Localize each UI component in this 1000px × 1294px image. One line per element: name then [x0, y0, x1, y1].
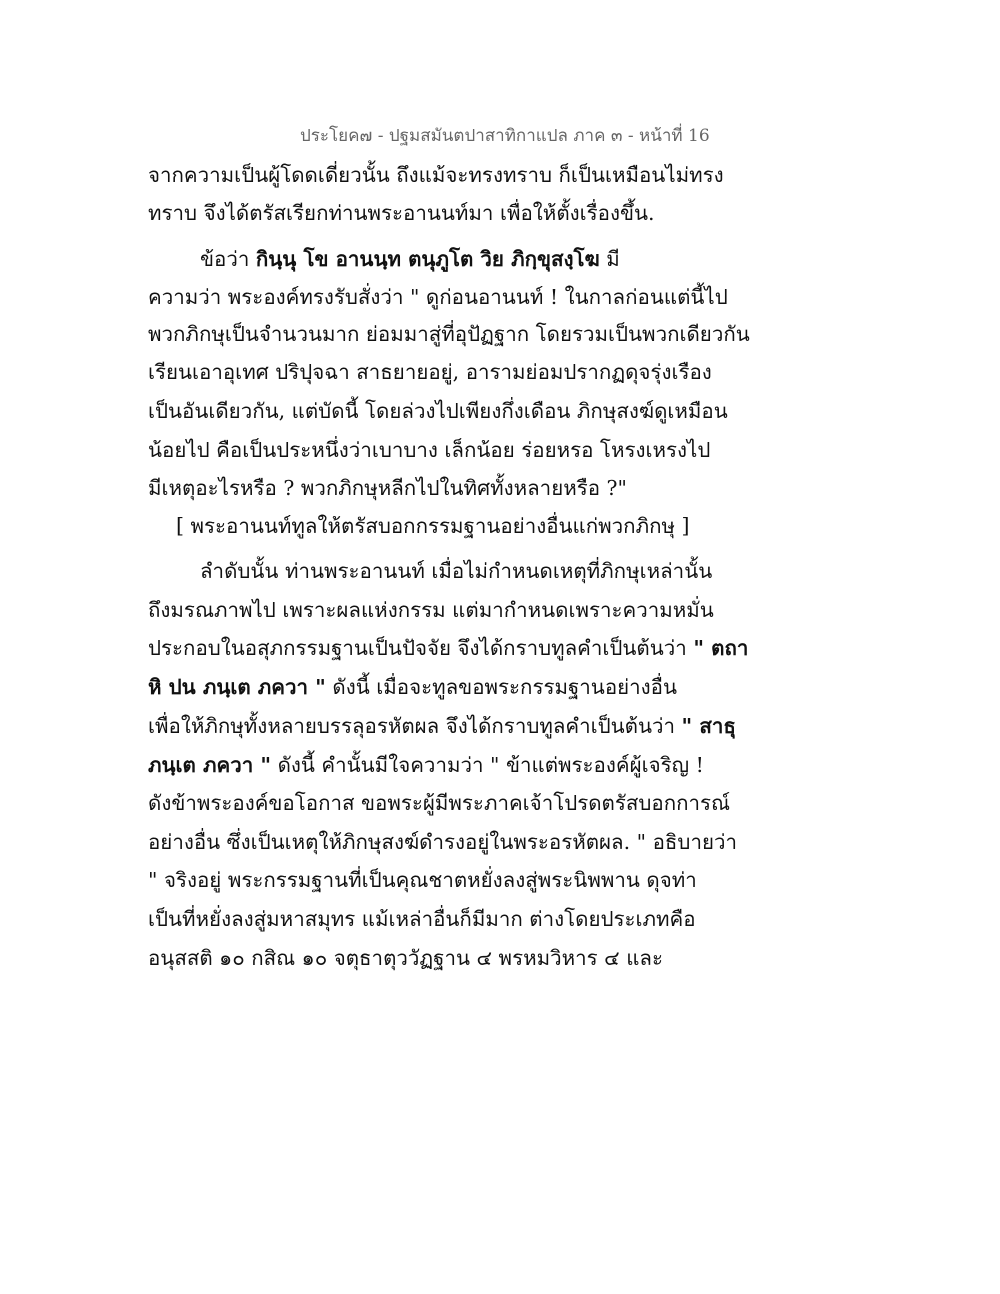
bold-pali-text: ภนฺเต ภควา ": [148, 753, 272, 777]
bold-pali-text: " สาธุ: [681, 714, 736, 738]
text-span: ทราบ จึงได้ตรัสเรียกท่านพระอานนท์มา เพื่อให้ตั้งเรื่องขึ้น.: [148, 201, 655, 225]
text-line: [148, 320, 748, 348]
text-span: น้อยไป คือเป็นประหนึ่งว่าเบาบาง เล็กน้อย ร่อยหรอ โหรงเหรงไป: [148, 438, 711, 462]
text-span: มีเหตุอะไรหรือ ? พวกภิกษุหลีกไปในทิศทั้งหลายหรือ ?": [148, 476, 627, 500]
text-line: [148, 199, 748, 227]
text-line: [148, 789, 748, 817]
text-line: [200, 557, 800, 585]
text-span: อย่างอื่น ซึ่งเป็นเหตุให้ภิกษุสงฆ์ดำรงอยู่ในพระอรหัตผล. " อธิบายว่า: [148, 830, 737, 854]
text-span: ดังนี้ คำนั้นมีใจความว่า " ข้าแต่พระองค์ผู้เจริญ !: [271, 753, 704, 777]
text-span: เรียนเอาอุเทศ ปริปุจฉา สาธยายอยู่, อารามย่อมปรากฏดุจรุ่งเรือง: [148, 360, 712, 384]
text-line: [148, 596, 748, 624]
text-span: จากความเป็นผู้โดดเดี่ยวนั้น ถึงแม้จะทรงทราบ ก็เป็นเหมือนไม่ทรง: [148, 163, 724, 187]
text-span: พวกภิกษุเป็นจำนวนมาก ย่อมมาสู่ที่อุปัฏฐาก โดยรวมเป็นพวกเดียวกัน: [148, 322, 750, 346]
text-span: ดังข้าพระองค์ขอโอกาส ขอพระผู้มีพระภาคเจ้าโปรดตรัสบอกการณ์: [148, 791, 731, 815]
text-span: เป็นอันเดียวกัน, แต่บัดนี้ โดยล่วงไปเพียงกึ่งเดือน ภิกษุสงฆ์ดูเหมือน: [148, 399, 728, 423]
text-span: ลำดับนั้น ท่านพระอานนท์ เมื่อไม่กำหนดเหตุที่ภิกษุเหล่านั้น: [200, 559, 713, 583]
bold-pali-text: กินฺนุ โข อานนฺท ตนุภูโต วิย ภิกฺขุสงฺโฆ: [255, 247, 600, 271]
text-span: ข้อว่า: [200, 247, 256, 271]
text-span: ประกอบในอสุภกรรมฐานเป็นปัจจัย จึงได้กราบทูลคำเป็นต้นว่า: [148, 636, 694, 660]
text-line: [148, 283, 748, 311]
text-span: มี: [599, 247, 620, 271]
text-span: ดังนี้ เมื่อจะทูลขอพระกรรมฐานอย่างอื่น: [325, 675, 677, 699]
text-line: [148, 673, 748, 701]
text-span: เป็นที่หยั่งลงสู่มหาสมุทร แม้เหล่าอื่นก็มีมาก ต่างโดยประเภทคือ: [148, 907, 696, 931]
text-line: [200, 245, 800, 273]
text-line: [148, 712, 748, 740]
text-line: [148, 436, 748, 464]
bold-pali-text: หิ ปน ภนฺเต ภควา ": [148, 675, 326, 699]
text-span: ความว่า พระองค์ทรงรับสั่งว่า " ดูก่อนอานนท์ ! ในกาลก่อนแต่นี้ไป: [148, 285, 728, 309]
bold-pali-text: " ตถา: [693, 636, 749, 660]
text-span: เพื่อให้ภิกษุทั้งหลายบรรลุอรหัตผล จึงได้กราบทูลคำเป็นต้นว่า: [148, 714, 682, 738]
text-line: [148, 828, 748, 856]
text-line: [148, 751, 748, 779]
text-line: [148, 161, 748, 189]
text-line: [148, 397, 748, 425]
text-span: ถึงมรณภาพไป เพราะผลแห่งกรรม แต่มากำหนดเพราะความหมั่น: [148, 598, 714, 622]
text-span: [ พระอานนท์ทูลให้ตรัสบอกกรรมฐานอย่างอื่นแก่พวกภิกษุ ]: [176, 514, 690, 538]
text-line: [148, 358, 748, 386]
text-span: อนุสสติ ๑๐ กสิณ ๑๐ จตุธาตุววัฏฐาน ๔ พรหมวิหาร ๔ และ: [148, 946, 663, 970]
text-line: [148, 866, 748, 894]
page-header: ประโยค๗ - ปฐมสมันตปาสาทิกาแปล ภาค ๓ - หน้าที่ 16: [300, 126, 710, 146]
text-span: " จริงอยู่ พระกรรมฐานที่เป็นคุณชาตหยั่งลงสู่พระนิพพาน ดุจท่า: [148, 868, 697, 892]
text-line: [148, 474, 748, 502]
text-line: [148, 944, 748, 972]
text-line: [176, 512, 776, 540]
text-line: [148, 905, 748, 933]
text-line: [148, 634, 748, 662]
